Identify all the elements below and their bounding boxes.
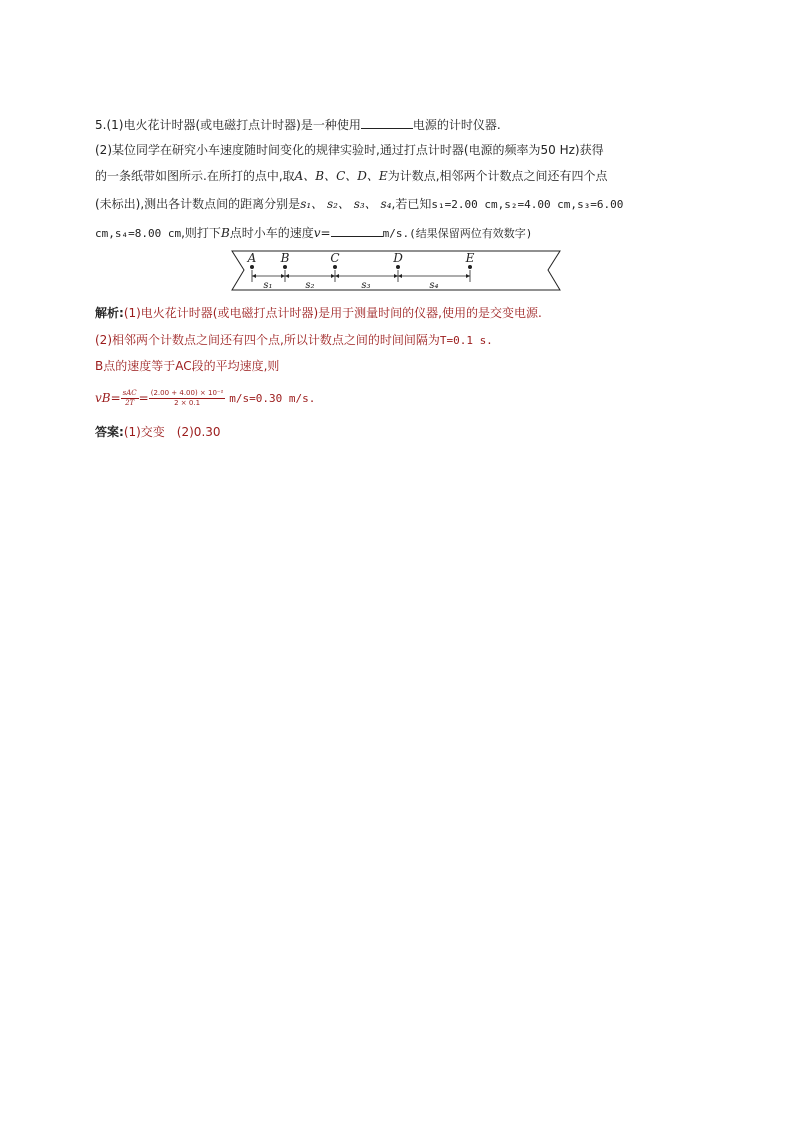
tape-dot-e (468, 265, 472, 269)
tape-point-label-a: A (247, 251, 257, 265)
problem-line-2: (2)某位同学在研究小车速度随时间变化的规律实验时,通过打点计时器(电源的频率为50 Hz)获得 (95, 143, 604, 157)
problem-line-5: cm,s₄=8.00 cm,则打下B点时小车的速度v= m/s.(结果保留两位有效数字) (95, 226, 533, 240)
problem-line-1: 5.(1)电火花计时器(或电磁打点计时器)是一种使用 电源的计时仪器. (95, 118, 501, 132)
solution-label: 解析: (95, 306, 124, 320)
tape-segment-s2: s₂ (305, 280, 315, 291)
eq-fraction-2: $\frac{\text{(2.00 + 4.00) × 10⁻²}}{2 \times 0.1}$ (150, 389, 224, 407)
answer-blank-1[interactable] (361, 116, 413, 129)
answer-line (95, 424, 221, 441)
solution-equation: vB= $\frac{\text{sAC}}{2T}$ = $\frac{\text{(2.00 + 4.00) × 10⁻²}}{2 \times 0.1}$ m/s=0.30 m/s. (95, 389, 316, 407)
problem-number: 5. (95, 118, 107, 132)
tape-dots (250, 265, 472, 269)
tape-segment-s1: s₁ (263, 280, 273, 291)
problem-line-3: 的一条纸带如图所示.在所打的点中,取A、B、C、D、E为计数点,相邻两个计数点之间还有四个点 (95, 169, 608, 183)
tape-segment-s4: s₄ (429, 280, 439, 291)
tape-dot-d (396, 265, 400, 269)
answer-blank-2[interactable] (331, 224, 383, 237)
solution-line-3: B点的速度等于AC段的平均速度,则 (95, 359, 280, 373)
answer-text: (1)交变 (2)0.30 (123, 425, 221, 439)
eq-rhs: m/s=0.30 m/s. (229, 392, 316, 405)
problem-line-4: (未标出),测出各计数点间的距离分别是s₁、 s₂、 s₃、 s₄,若已知s₁=2.00 cm,s₂=4.00 cm,s₃=6.00 (95, 197, 624, 211)
paper-tape-figure (226, 248, 566, 294)
tape-point-label-c: C (330, 251, 340, 265)
tape-point-label-b: B (280, 251, 290, 265)
tape-dot-c (333, 265, 337, 269)
eq-lhs: vB= (95, 391, 121, 405)
solution-line-2: (2)相邻两个计数点之间还有四个点,所以计数点之间的时间间隔为T=0.1 s. (95, 333, 493, 347)
tape-segment-s3: s₃ (361, 280, 371, 291)
tape-point-label-d: D (393, 251, 403, 265)
answer-label: 答案: (95, 425, 124, 439)
tape-dot-b (283, 265, 287, 269)
tape-point-label-e: E (465, 251, 475, 265)
tape-dot-a (250, 265, 254, 269)
solution-line-1: 解析:(1)电火花计时器(或电磁打点计时器)是用于测量时间的仪器,使用的是交变电源. (95, 306, 542, 320)
eq-fraction-1: $\frac{\text{sAC}}{2T}$ (122, 389, 137, 407)
